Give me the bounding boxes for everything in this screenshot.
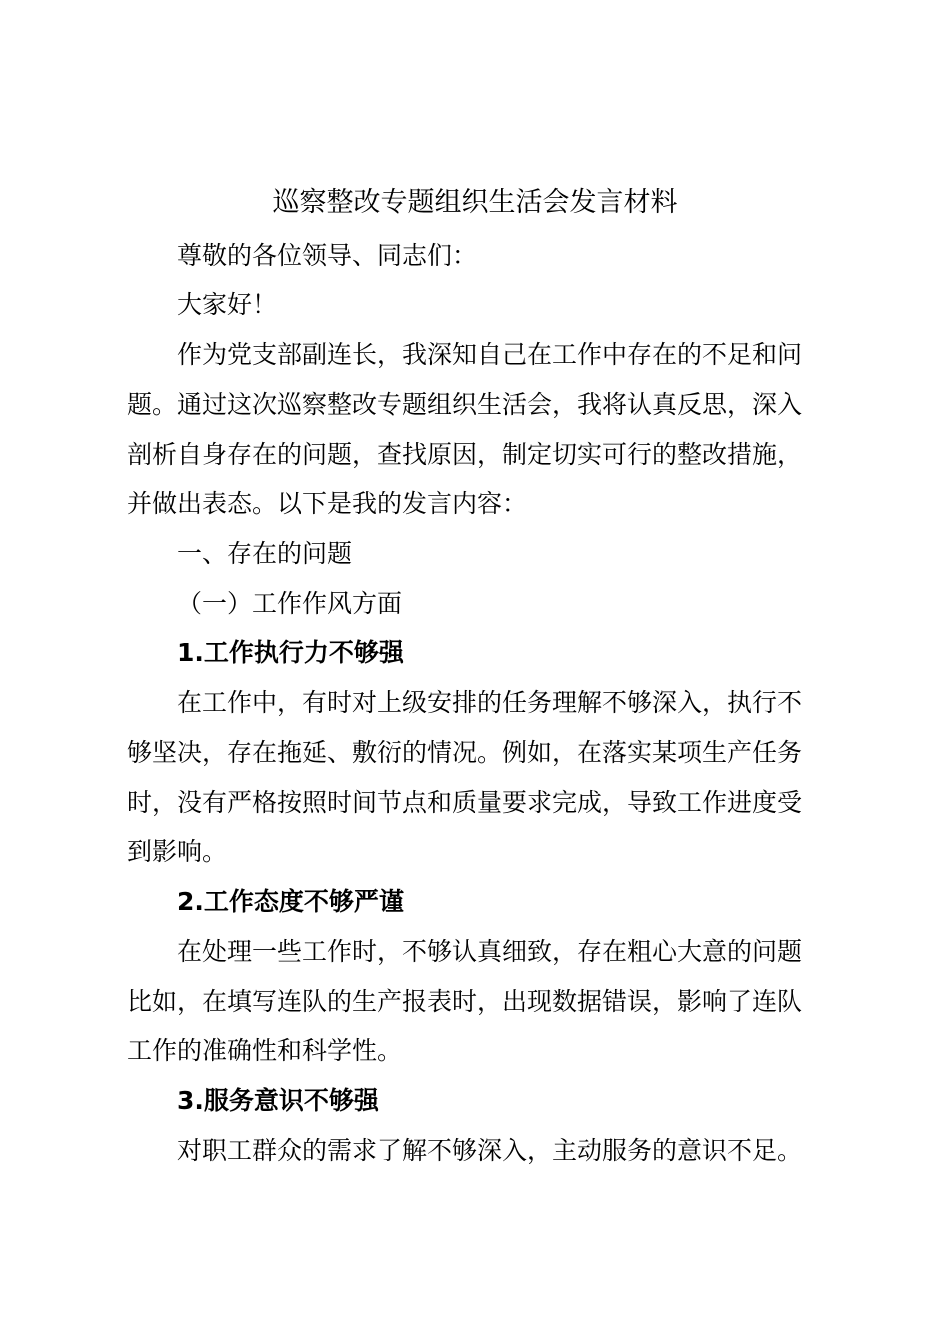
- intro-line-3: 剖析自身存在的问题，查找原因，制定切实可行的整改措施，: [127, 440, 803, 469]
- item-1-line-3: 时，没有严格按照时间节点和质量要求完成，导致工作进度受: [127, 788, 803, 817]
- item-3-line-1: 对职工群众的需求了解不够深入，主动服务的意识不足。: [177, 1136, 803, 1165]
- document-title: 巡察整改专题组织生活会发言材料: [272, 187, 678, 218]
- item-1-line-1: 在工作中，有时对上级安排的任务理解不够深入，执行不: [177, 688, 803, 717]
- intro-line-4: 并做出表态。以下是我的发言内容：: [127, 489, 528, 518]
- intro-line-2: 题。通过这次巡察整改专题组织生活会，我将认真反思，深入: [127, 390, 803, 419]
- item-2-line-3: 工作的准确性和科学性。: [127, 1036, 403, 1065]
- greeting: 大家好！: [177, 290, 278, 319]
- item-2-heading: 2.工作态度不够严谨: [177, 887, 404, 916]
- section-heading-1: 一、存在的问题: [177, 539, 353, 568]
- item-1-line-4: 到影响。: [127, 837, 228, 866]
- item-1-line-2: 够坚决，存在拖延、敷衍的情况。例如，在落实某项生产任务: [127, 738, 803, 767]
- item-2-line-2: 比如，在填写连队的生产报表时，出现数据错误，影响了连队: [127, 987, 803, 1016]
- intro-line-1: 作为党支部副连长，我深知自己在工作中存在的不足和问: [177, 340, 803, 369]
- subsection-heading-1: （一）工作作风方面: [177, 589, 403, 618]
- item-3-heading: 3.服务意识不够强: [177, 1086, 379, 1115]
- item-2-line-1: 在处理一些工作时，不够认真细致，存在粗心大意的问题: [177, 937, 803, 966]
- salutation: 尊敬的各位领导、同志们：: [177, 241, 478, 270]
- item-1-heading: 1.工作执行力不够强: [177, 638, 404, 667]
